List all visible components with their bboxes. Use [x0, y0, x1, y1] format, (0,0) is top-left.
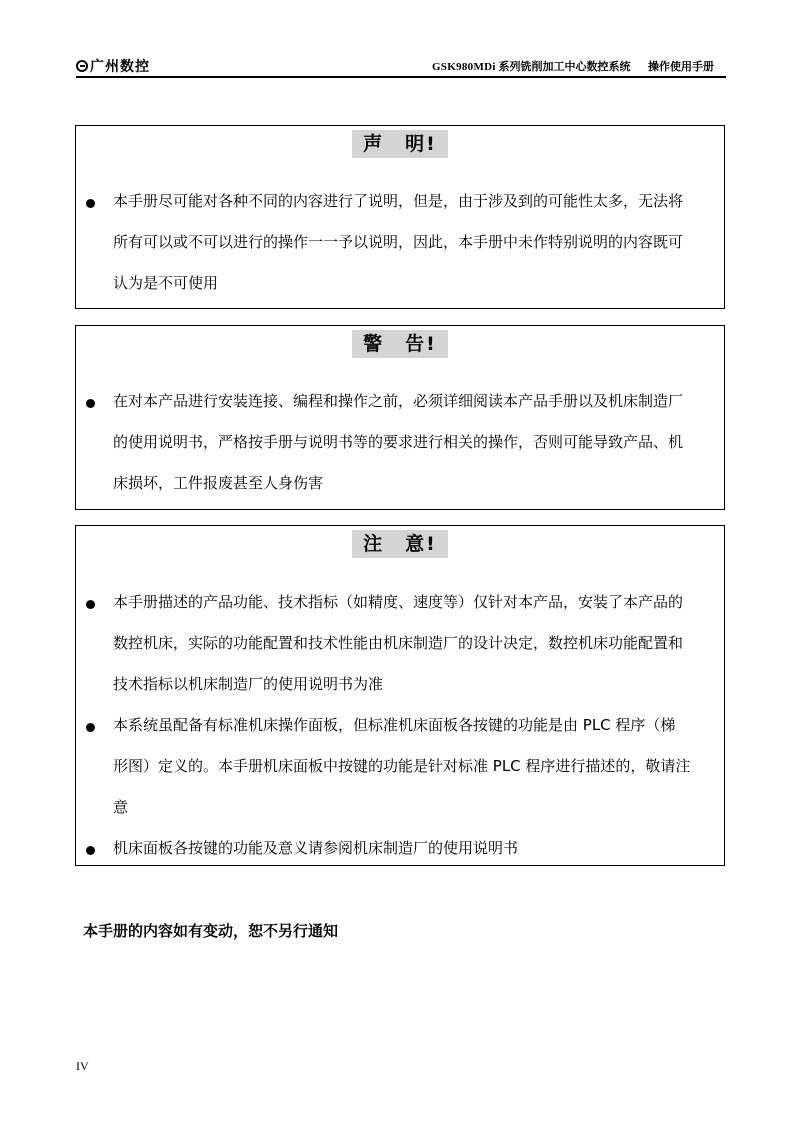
page-number: IV [76, 1059, 89, 1073]
text-line: 意 [113, 798, 129, 816]
text-line: 在对本产品进行安装连接、编程和操作之前，必须详细阅读本产品手册以及机床制造厂 [113, 392, 684, 410]
model-name: GSK980MDi [431, 61, 496, 73]
bullet-icon [86, 399, 95, 408]
gsk-logo-icon [76, 60, 88, 72]
logo-text: 广州数控 [90, 59, 150, 75]
text-line: 本手册描述的产品功能、技术指标（如精度、速度等）仅针对本产品，安装了本产品的 [113, 593, 684, 611]
header-title [432, 58, 714, 74]
declaration-box [75, 125, 725, 309]
text-line: 床损坏，工件报废甚至人身伤害 [113, 474, 324, 492]
box-title: 警 告! [352, 330, 448, 358]
bullet-icon [86, 600, 95, 609]
text-line: 机床面板各按键的功能及意义请参阅机床制造厂的使用说明书 [113, 839, 519, 857]
text-line: 形图）定义的。本手册机床面板中按键的功能是针对标准 PLC 程序进行描述的，敬请注 [113, 757, 691, 775]
header-divider [76, 76, 726, 78]
change-notice: 本手册的内容如有变动，恕不另行通知 [83, 922, 339, 940]
doc-title: 系列铣削加工中心数控系统 [498, 61, 631, 73]
warning-box [75, 325, 725, 510]
box-title: 注 意! [352, 530, 448, 558]
manual-name: 操作使用手册 [648, 61, 714, 73]
text-line: 认为是不可使用 [113, 274, 219, 292]
page-header [76, 54, 726, 76]
text-line: 的使用说明书，严格按手册与说明书等的要求进行相关的操作，否则可能导致产品、机 [113, 433, 684, 451]
caution-box [75, 525, 725, 866]
text-line: 本手册尽可能对各种不同的内容进行了说明，但是，由于涉及到的可能性太多，无法将 [113, 192, 684, 210]
text-line: 技术指标以机床制造厂的使用说明书为准 [113, 675, 384, 693]
bullet-icon [86, 846, 95, 855]
bullet-icon [86, 723, 95, 732]
company-logo [76, 56, 150, 76]
box-title: 声 明! [352, 130, 448, 158]
text-line: 所有可以或不可以进行的操作一一予以说明，因此，本手册中未作特别说明的内容既可 [113, 233, 684, 251]
text-line: 本系统虽配备有标准机床操作面板，但标准机床面板各按键的功能是由 PLC 程序（梯 [113, 716, 676, 734]
bullet-icon [86, 199, 95, 208]
text-line: 数控机床，实际的功能配置和技术性能由机床制造厂的设计决定，数控机床功能配置和 [113, 634, 684, 652]
